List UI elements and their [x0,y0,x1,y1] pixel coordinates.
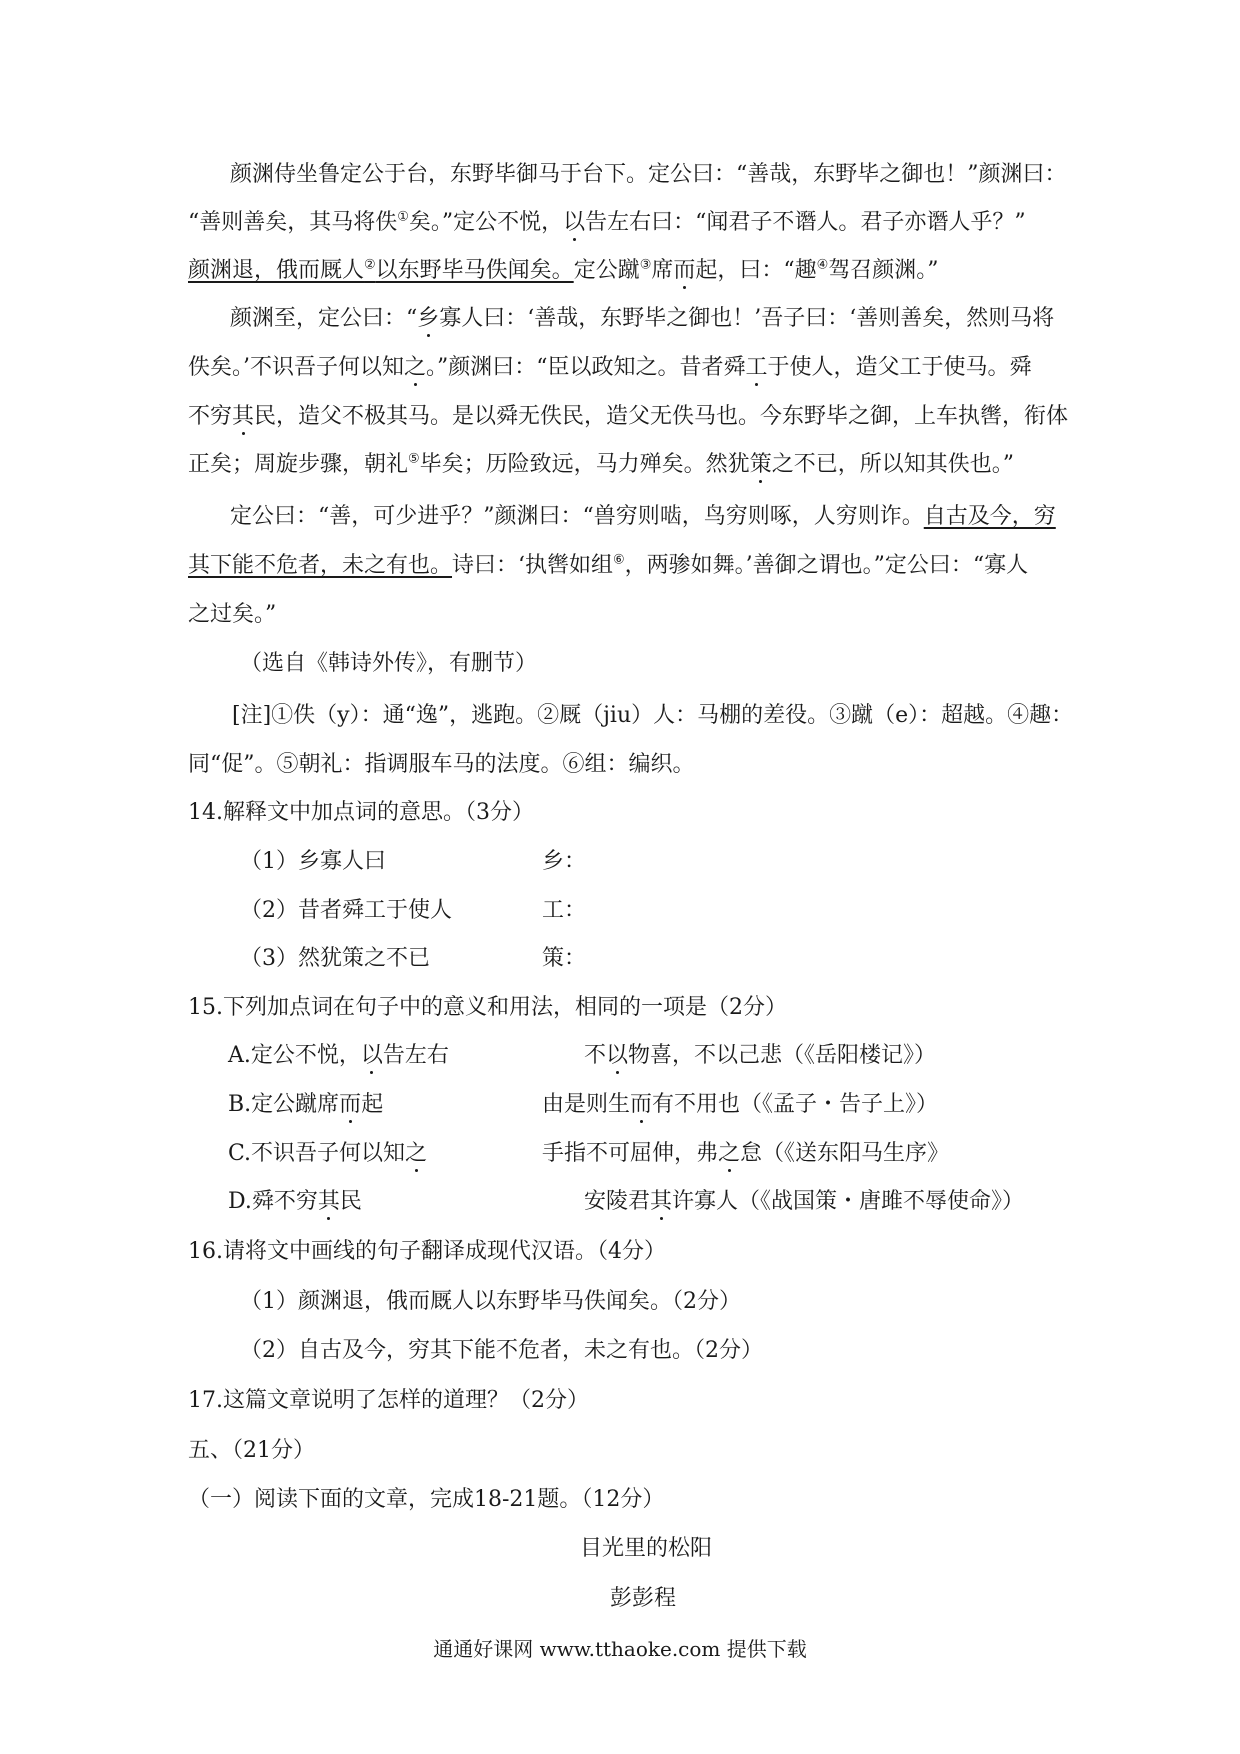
passage-note-line1: [注]①佚（y）：通“逸”，逃跑。②厩（jiu）人：马棚的差役。③蹴（e）：超越。④趣： [232,703,1074,728]
q15-option-b-compare: 由是则生而有不用也（《孟子・告子上》） [542,1092,939,1117]
passage-p2-line2: 佚矣。’不识吾子何以知之。”颜渊曰：“臣以政知之。昔者舜工于使人，造父工于使马。舜 [188,355,1032,380]
article-title: 目光里的松阳 [580,1536,713,1561]
q14-answer-2[interactable]: 工： [542,898,587,923]
q16-title: 16.请将文中画线的句子翻译成现代汉语。（4分） [188,1239,666,1264]
passage-note-line2: 同“促”。⑤朝礼：指调服车马的法度。⑥组：编织。 [188,752,695,777]
q15-option-a-compare: 不以物喜，不以己悲（《岳阳楼记》） [584,1043,937,1068]
q15-option-b[interactable]: B.定公蹴席而起 [228,1092,384,1117]
q16-item-1: （1）颜渊退，俄而厩人以东野毕马佚闻矣。（2分） [240,1289,741,1314]
passage-p2-line1: 颜渊至，定公曰：“乡寡人曰：‘善哉，东野毕之御也！’吾子曰：‘善则善矣，然则马将 [230,306,1055,331]
q15-option-d-compare: 安陵君其许寡人（《战国策・唐雎不辱使命》） [584,1189,1025,1214]
q17-title: 17.这篇文章说明了怎样的道理？（2分） [188,1388,589,1413]
q14-answer-1[interactable]: 乡： [542,849,587,874]
passage-p2-line4: 正矣；周旋步骤，朝礼⑤毕矣；历险致远，马力殚矣。然犹策之不已，所以知其佚也。” [188,451,1014,477]
q14-item-3: （3）然犹策之不已 [240,946,430,971]
passage-p3-line3: 之过矣。” [188,602,277,627]
q14-item-2: （2）昔者舜工于使人 [240,898,452,923]
passage-p3-line1: 定公曰：“善，可少进乎？”颜渊曰：“兽穷则啮，鸟穷则啄，人穷则诈。自古及今，穷 [230,504,1056,529]
passage-p1-line3: 颜渊退，俄而厩人②以东野毕马佚闻矣。定公蹴③席而起，曰：“趣④驾召颜渊。” [188,257,939,283]
q15-title: 15.下列加点词在句子中的意义和用法，相同的一项是（2分） [188,995,787,1020]
passage-p2-line3: 不穷其民，造父不极其马。是以舜无佚民，造父无佚马也。今东野毕之御，上车执辔，衔体 [188,404,1069,429]
q14-answer-3[interactable]: 策： [542,946,587,971]
q15-option-c-compare: 手指不可屈伸，弗之怠（《送东阳马生序》 [542,1141,950,1166]
article-author: 彭彭程 [610,1586,677,1611]
section5-sub-instruction: （一）阅读下面的文章，完成18-21题。（12分） [188,1487,665,1512]
section5-title: 五、（21分） [188,1438,315,1463]
underlined-sentence-2a: 自古及今，穷 [923,504,1056,529]
q15-option-c[interactable]: C.不识吾子何以知之 [228,1141,428,1166]
passage-p1-line2: “善则善矣，其马将佚①矣。”定公不悦，以告左右曰：“闻君子不谮人。君子亦谮人乎？” [188,209,1026,235]
q15-option-d[interactable]: D.舜不穷其民 [228,1189,362,1214]
page-footer: 通通好课网 www.tthaoke.com 提供下载 [433,1637,807,1661]
underlined-sentence-2b: 其下能不危者，未之有也。 [188,553,453,578]
q16-item-2: （2）自古及今，穷其下能不危者，未之有也。（2分） [240,1338,763,1363]
passage-p3-line2: 其下能不危者，未之有也。诗曰：‘执辔如组⑥，两骖如舞。’善御之谓也。”定公曰：“寡人 [188,552,1029,578]
passage-source: （选自《韩诗外传》，有删节） [240,651,538,676]
q14-item-1: （1）乡寡人曰 [240,849,386,874]
passage-p1-line1: 颜渊侍坐鲁定公于台，东野毕御马于台下。定公曰：“善哉，东野毕之御也！”颜渊曰： [230,162,1067,187]
q14-title: 14.解释文中加点词的意思。（3分） [188,800,534,825]
underlined-sentence-1: 颜渊退，俄而厩人②以东野毕马佚闻矣。 [188,257,574,283]
q15-option-a[interactable]: A.定公不悦，以告左右 [228,1043,449,1068]
